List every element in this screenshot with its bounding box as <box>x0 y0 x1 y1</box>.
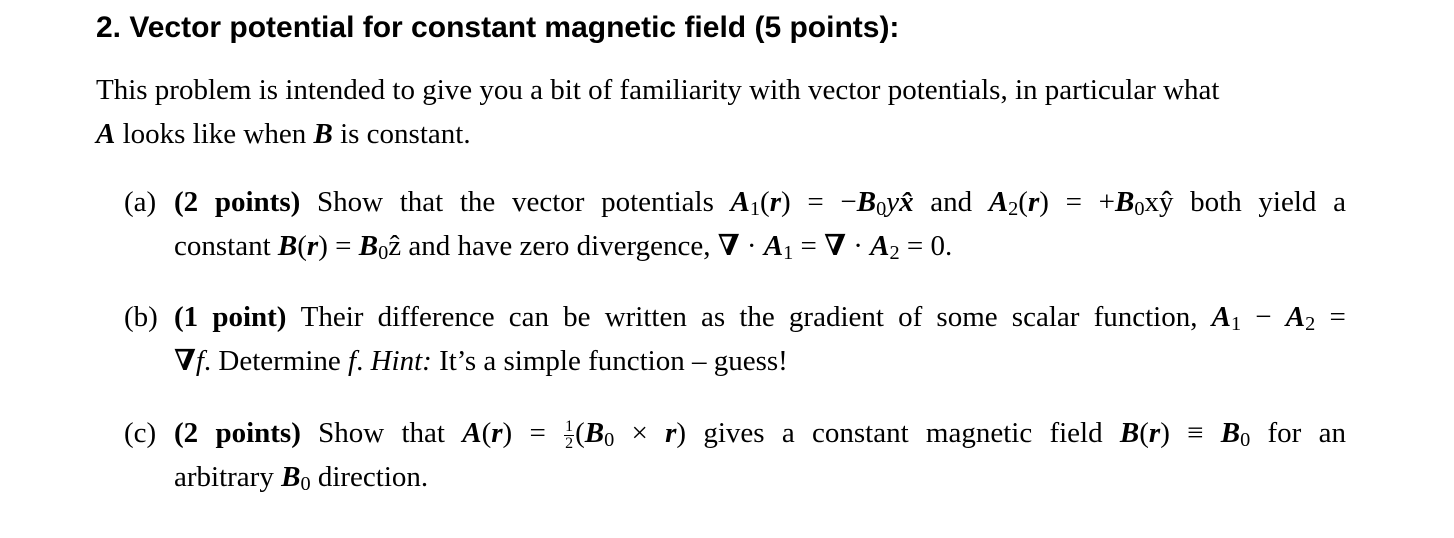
part-a-line-2: constant $B(r) = B_0ẑ$ and have zero divergence, ∇ · $A_1$ = ∇ · $A_2 = 0$. <box>174 230 953 265</box>
intro-line-2: A looks like when B is constant. <box>96 118 471 150</box>
part-b-line-1: (1 point) Their difference can be written as the gradient of some scalar function, $A_1$ − $A_2$ = <box>174 301 1346 336</box>
part-c-line-1: (2 points) Show that A(r) = $\frac{1}{2}$ ($B_0$ × r) gives a constant magnetic field B(r) ≡ $B_0$ for an <box>174 417 1346 452</box>
part-a-line-1: (2 points) Show that the vector potentials $A_1(r)$ = $-B_0yx̂$ and $A_2(r)$ = $+B_0xŷ$ both yield a <box>174 186 1346 221</box>
part-b <box>124 295 1346 383</box>
problem-title: 2. Vector potential for constant magnetic field (5 points): <box>96 11 900 44</box>
intro-line-1 <box>96 68 1348 112</box>
part-a-label: (a) <box>124 186 157 218</box>
part-c-line-2: arbitrary $B_0$ direction. <box>174 461 429 496</box>
part-c <box>124 411 1346 499</box>
intro-line-1-text: This problem is intended to give you a bit of familiarity with vector potentials, in particular what <box>96 74 1220 106</box>
part-a <box>124 180 1346 268</box>
part-b-label: (b) <box>124 301 158 333</box>
problem-intro <box>96 68 1348 156</box>
part-c-label: (c) <box>124 417 157 449</box>
part-b-line-2: ∇f. Determine f. Hint: It’s a simple function – guess! <box>174 345 788 377</box>
